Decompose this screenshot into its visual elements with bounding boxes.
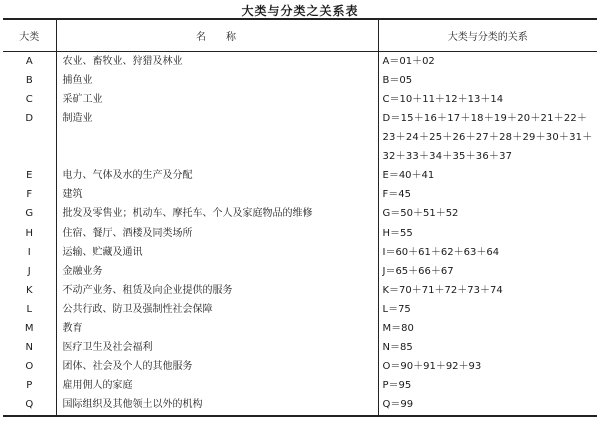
row-code: L	[3, 300, 56, 319]
row-name: 运输、贮藏及通讯	[56, 243, 378, 262]
row-relation-text: F＝45	[382, 189, 411, 201]
row-relation-text: K＝70＋71＋72＋73＋74	[382, 284, 503, 296]
row-name: 公共行政、防卫及强制性社会保障	[56, 300, 378, 319]
table-row	[3, 357, 597, 376]
row-relation	[378, 376, 597, 395]
table-row	[3, 109, 597, 166]
row-relation-text: J＝65＋66＋67	[382, 265, 454, 277]
row-name: 金融业务	[56, 262, 378, 281]
header-name-part-2: 称	[226, 32, 238, 43]
table-row	[3, 338, 597, 357]
table-row	[3, 224, 597, 243]
row-name: 批发及零售业；机动车、摩托车、个人及家庭物品的维修	[56, 204, 378, 223]
row-code: A	[3, 52, 56, 72]
table-row	[3, 71, 597, 90]
row-relation-text: E＝40＋41	[382, 170, 435, 182]
row-code: M	[3, 319, 56, 338]
table-title: 大类与分类之关系表	[241, 4, 359, 18]
row-code: Q	[3, 395, 56, 415]
row-relation-text: M＝80	[382, 323, 414, 335]
table-row	[3, 262, 597, 281]
row-relation	[378, 338, 597, 357]
row-name: 国际组织及其他领土以外的机构	[56, 395, 378, 415]
table-row	[3, 204, 597, 223]
row-relation-text: D＝15＋16＋17＋18＋19＋20＋21＋22＋23＋24＋25＋26＋27＋28＋29＋30＋31＋32＋33＋34＋35＋36＋37	[382, 113, 593, 163]
row-name: 农业、畜牧业、狩猎及林业	[56, 52, 378, 72]
row-relation-text: P＝95	[382, 380, 412, 392]
row-code: H	[3, 224, 56, 243]
header-relation: 大类与分类的关系	[378, 19, 597, 52]
row-name: 团体、社会及个人的其他服务	[56, 357, 378, 376]
row-relation	[378, 300, 597, 319]
row-relation-text: C＝10＋11＋12＋13＋14	[382, 94, 504, 106]
row-relation-text: I＝60＋61＋62＋63＋64	[382, 246, 500, 258]
table-row	[3, 90, 597, 109]
row-code: P	[3, 376, 56, 395]
category-relation-table	[3, 18, 597, 417]
row-relation	[378, 281, 597, 300]
row-code: K	[3, 281, 56, 300]
row-code: O	[3, 357, 56, 376]
row-code: N	[3, 338, 56, 357]
table-row	[3, 319, 597, 338]
row-relation	[378, 357, 597, 376]
table-row	[3, 300, 597, 319]
row-name: 电力、气体及水的生产及分配	[56, 166, 378, 185]
row-relation	[378, 262, 597, 281]
row-code: D	[3, 109, 56, 166]
row-code: G	[3, 204, 56, 223]
table-row	[3, 52, 597, 72]
row-relation-text: O＝90＋91＋92＋93	[382, 361, 482, 373]
row-name: 不动产业务、租赁及向企业提供的服务	[56, 281, 378, 300]
header-name-part-1: 名	[196, 32, 208, 43]
row-code: I	[3, 243, 56, 262]
table-row	[3, 166, 597, 185]
row-relation	[378, 71, 597, 90]
row-relation	[378, 185, 597, 204]
table-row	[3, 243, 597, 262]
row-relation-text: A＝01＋02	[382, 56, 435, 67]
row-relation-text: L＝75	[382, 303, 411, 315]
table-row	[3, 395, 597, 415]
row-relation-text: H＝55	[382, 227, 413, 239]
row-name: 医疗卫生及社会福利	[56, 338, 378, 357]
row-name: 捕鱼业	[56, 71, 378, 90]
row-relation	[378, 109, 597, 166]
row-relation	[378, 52, 597, 72]
header-row	[3, 19, 597, 52]
header-name	[56, 19, 378, 52]
row-relation	[378, 204, 597, 223]
row-relation	[378, 243, 597, 262]
row-name: 采矿工业	[56, 90, 378, 109]
row-name: 制造业	[56, 109, 378, 166]
row-code: B	[3, 71, 56, 90]
row-relation	[378, 319, 597, 338]
row-code: F	[3, 185, 56, 204]
row-relation-text: B＝05	[382, 75, 413, 87]
row-name: 建筑	[56, 185, 378, 204]
row-relation	[378, 224, 597, 243]
row-relation	[378, 90, 597, 109]
table-row	[3, 185, 597, 204]
row-name: 住宿、餐厅、酒楼及同类场所	[56, 224, 378, 243]
row-code: C	[3, 90, 56, 109]
row-relation	[378, 166, 597, 185]
row-relation-text: G＝50＋51＋52	[382, 208, 459, 220]
row-relation-text: N＝85	[382, 342, 413, 354]
table-row	[3, 376, 597, 395]
row-code: J	[3, 262, 56, 281]
table-row	[3, 281, 597, 300]
header-category: 大类	[3, 19, 56, 52]
row-relation	[378, 395, 597, 415]
table-body	[3, 52, 597, 416]
row-relation-text: Q＝99	[382, 399, 414, 411]
row-name: 教育	[56, 319, 378, 338]
row-code: E	[3, 166, 56, 185]
row-name: 雇用佣人的家庭	[56, 376, 378, 395]
